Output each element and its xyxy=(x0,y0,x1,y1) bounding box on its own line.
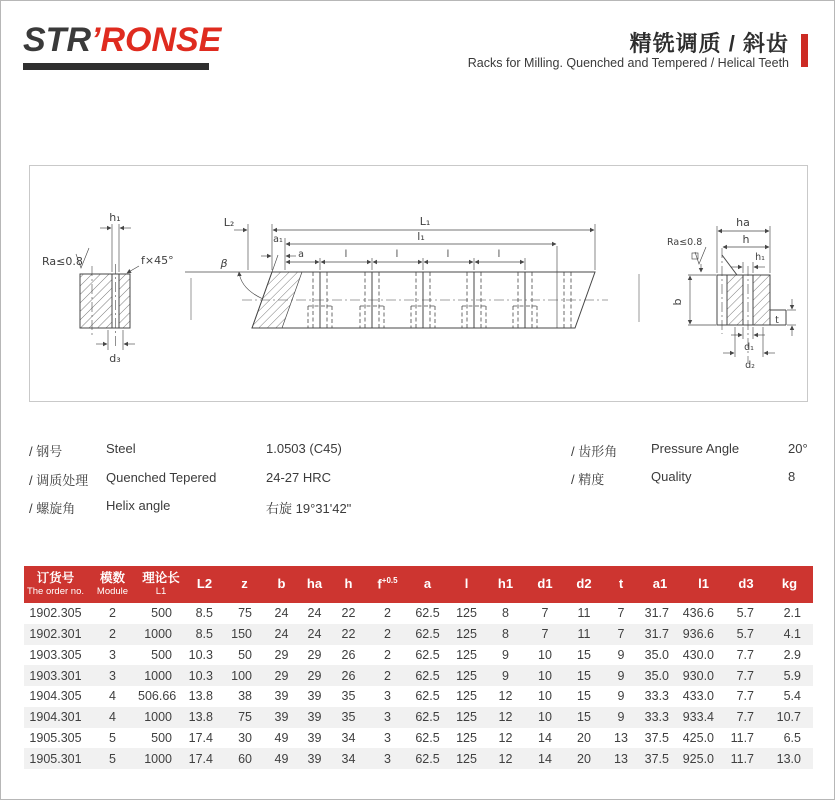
table-cell: 1000 xyxy=(138,748,184,769)
table-cell: 10.3 xyxy=(184,665,225,686)
table-cell: 125 xyxy=(456,730,477,745)
technical-drawing xyxy=(30,166,807,401)
table-cell: 31.7 xyxy=(644,606,669,621)
table-cell: 125 xyxy=(456,647,477,662)
dim-label-h1-left: h₁ xyxy=(109,211,121,224)
table-cell: 39 xyxy=(274,689,289,704)
col-header-h1: h1 xyxy=(486,566,525,603)
table-cell: 62.5 xyxy=(408,748,447,769)
table-cell: 17.4 xyxy=(184,748,225,769)
table-header-row xyxy=(24,566,813,603)
col-header-Module: 模数 Module xyxy=(87,566,138,603)
table-cell: 5.4 xyxy=(783,689,801,704)
logo-part-ronse: RONSE xyxy=(100,21,222,59)
table-cell: 22 xyxy=(341,606,356,621)
table-cell: 39 xyxy=(307,730,322,745)
dim-label-f45: f×45° xyxy=(141,254,174,267)
table-cell: 34 xyxy=(341,730,356,745)
spec-value: 8 xyxy=(788,469,796,484)
table-cell: 20 xyxy=(577,730,591,745)
table-cell: 5.9 xyxy=(766,665,813,686)
header-accent-bar xyxy=(801,34,808,67)
table-cell: 7.7 xyxy=(726,707,766,728)
spec-label-en: Quenched Tepered xyxy=(106,470,217,485)
table-cell: 24 xyxy=(307,606,322,621)
table-cell: 17.4 xyxy=(188,730,213,745)
col-header-d2: d2 xyxy=(565,566,603,603)
table-cell: 125 xyxy=(456,689,477,704)
dimensions-table xyxy=(24,566,813,769)
table-cell: 1000 xyxy=(138,665,184,686)
table-cell: 15 xyxy=(577,689,591,704)
table-cell: 29 xyxy=(264,665,299,686)
table-cell: 1904.301 xyxy=(24,707,87,728)
table-cell: 24 xyxy=(274,606,289,621)
spec-value: 右旋 19°31'42" xyxy=(266,501,352,516)
table-cell: 150 xyxy=(225,624,264,645)
table-cell: 35 xyxy=(330,707,367,728)
table-cell: 925.0 xyxy=(681,748,726,769)
logo-part-str: STR xyxy=(23,21,91,59)
table-cell: 12 xyxy=(486,707,525,728)
spec-label-en: Quality xyxy=(651,469,692,484)
spec-value: 20° xyxy=(788,441,808,456)
table-cell: 37.5 xyxy=(644,730,669,745)
table-cell: 35.0 xyxy=(639,665,681,686)
dim-label-a: a xyxy=(298,249,304,260)
table-cell: 100 xyxy=(225,665,264,686)
table-cell: 29 xyxy=(307,647,322,662)
table-cell: 49 xyxy=(264,748,299,769)
table-cell: 5.7 xyxy=(726,624,766,645)
table-cell: 3 xyxy=(367,707,408,728)
col-header-kg: kg xyxy=(766,566,813,603)
table-cell: 7.7 xyxy=(736,647,754,662)
table-cell: 10 xyxy=(525,707,565,728)
page-title-zh: 精铣调质 / 斜齿 xyxy=(629,31,789,56)
technical-drawing-box xyxy=(29,165,808,402)
table-row[interactable] xyxy=(24,665,813,686)
table-cell: 125 xyxy=(456,606,477,621)
table-cell: 37.5 xyxy=(639,748,681,769)
table-cell: 5 xyxy=(109,730,116,745)
spec-label-en: Helix angle xyxy=(106,498,171,513)
col-header-L1: 理论长 L1 xyxy=(138,566,184,603)
company-logo xyxy=(23,21,221,70)
dim-label-beta: β xyxy=(220,257,228,270)
col-header-a1: a1 xyxy=(639,566,681,603)
table-cell: 430.0 xyxy=(682,647,714,662)
table-cell: 3 xyxy=(384,689,391,704)
table-cell: 39 xyxy=(307,689,322,704)
col-header-a: a xyxy=(408,566,447,603)
table-cell: 33.3 xyxy=(644,689,669,704)
logo-apostrophe: ’ xyxy=(91,21,101,59)
table-cell: 13.8 xyxy=(188,689,213,704)
table-cell: 7.7 xyxy=(736,689,754,704)
table-row[interactable] xyxy=(24,603,813,624)
col-header-z: z xyxy=(225,566,264,603)
dim-label-L2: L₂ xyxy=(223,216,235,229)
table-cell: 22 xyxy=(330,624,367,645)
table-cell: 62.5 xyxy=(415,647,440,662)
table-cell: 125 xyxy=(447,748,486,769)
table-cell: 62.5 xyxy=(408,665,447,686)
table-cell: 1905.305 xyxy=(29,730,82,745)
spec-label-zh: / 齿形角 xyxy=(571,444,618,459)
table-cell: 930.0 xyxy=(681,665,726,686)
table-cell: 1904.305 xyxy=(29,689,82,704)
dim-label-d1: d₁ xyxy=(744,342,754,353)
col-header-d1: d1 xyxy=(525,566,565,603)
table-cell: 2 xyxy=(367,665,408,686)
spec-value: 1.0503 (C45) xyxy=(266,441,342,456)
table-cell: 35 xyxy=(341,689,356,704)
table-cell: 9 xyxy=(502,647,509,662)
table-cell: 8 xyxy=(486,624,525,645)
spec-label-zh: / 精度 xyxy=(571,472,605,487)
dim-label-d3: d₃ xyxy=(109,352,121,365)
table-cell: 15 xyxy=(565,665,603,686)
table-cell: 1902.305 xyxy=(29,606,82,621)
table-cell: 3 xyxy=(367,748,408,769)
table-cell: 15 xyxy=(565,707,603,728)
table-cell: 10 xyxy=(538,647,552,662)
table-cell: 34 xyxy=(330,748,367,769)
logo-text xyxy=(23,21,221,60)
col-header-The order no.: 订货号 The order no. xyxy=(24,566,87,603)
table-cell: 125 xyxy=(447,707,486,728)
table-cell: 5.7 xyxy=(736,606,754,621)
table-cell: 62.5 xyxy=(408,707,447,728)
table-cell: 29 xyxy=(299,665,330,686)
table-cell: 38 xyxy=(238,689,252,704)
table-cell: 2.1 xyxy=(783,606,801,621)
table-cell: 1903.301 xyxy=(24,665,87,686)
right-section-view xyxy=(667,216,796,371)
table-cell: 500 xyxy=(151,647,172,662)
table-cell: 29 xyxy=(274,647,289,662)
table-cell: 500 xyxy=(151,606,172,621)
col-header-b: b xyxy=(264,566,299,603)
table-cell: 11.7 xyxy=(730,730,754,745)
table-cell: 8.5 xyxy=(184,624,225,645)
table-cell: 7.7 xyxy=(726,665,766,686)
spec-label-zh: / 螺旋角 xyxy=(29,501,76,516)
table-cell: 933.4 xyxy=(681,707,726,728)
table-cell: 30 xyxy=(238,730,252,745)
table-cell: 125 xyxy=(447,665,486,686)
table-cell: 2 xyxy=(87,624,138,645)
table-cell: 13.8 xyxy=(184,707,225,728)
table-cell: 13.0 xyxy=(766,748,813,769)
dim-label-l-3: l xyxy=(446,249,450,260)
table-row[interactable] xyxy=(24,645,813,666)
table-cell: 26 xyxy=(341,647,356,662)
spec-label-zh: / 调质处理 xyxy=(29,473,89,488)
col-header-t: t xyxy=(603,566,639,603)
table-cell: 7 xyxy=(541,606,549,621)
table-cell: 62.5 xyxy=(415,730,440,745)
table-cell: 26 xyxy=(330,665,367,686)
table-cell: 1902.301 xyxy=(24,624,87,645)
dim-label-d2: d₂ xyxy=(745,360,755,371)
table-cell: 9 xyxy=(617,647,625,662)
spec-label-zh: / 钢号 xyxy=(29,444,63,459)
table-cell: 75 xyxy=(238,606,252,621)
table-cell: 433.0 xyxy=(682,689,714,704)
center-top-view xyxy=(185,215,608,328)
dim-label-t: t xyxy=(775,315,779,326)
table-row[interactable] xyxy=(24,624,813,645)
dim-label-ra-right: Ra≤0.8 xyxy=(667,237,703,248)
table-cell: 49 xyxy=(274,730,289,745)
table-cell: 3 xyxy=(384,730,391,745)
table-cell: 10.7 xyxy=(766,707,813,728)
table-cell: 500 xyxy=(151,730,172,745)
col-header-d3: d3 xyxy=(726,566,766,603)
dim-label-ra-left: Ra≤0.8 xyxy=(42,255,83,268)
dim-label-l-2: l xyxy=(395,249,399,260)
spec-label-en: Steel xyxy=(106,441,136,456)
table-cell: 5 xyxy=(87,748,138,769)
table-cell: 125 xyxy=(447,624,486,645)
col-header-f: $f^{+0.5}$ xyxy=(367,566,408,603)
table-cell: 1905.301 xyxy=(24,748,87,769)
spec-value: 24-27 HRC xyxy=(266,470,332,485)
table-cell: 33.3 xyxy=(639,707,681,728)
spec-label-en: Pressure Angle xyxy=(651,441,740,456)
table-cell: 1000 xyxy=(138,707,184,728)
dim-label-h: h xyxy=(742,233,750,246)
dim-label-a1-center: a₁ xyxy=(273,234,283,245)
left-section-view xyxy=(42,211,174,365)
table-row[interactable] xyxy=(24,748,813,769)
table-cell: 13 xyxy=(603,748,639,769)
table-cell: 2 xyxy=(384,647,391,662)
table-cell: 4 xyxy=(87,707,138,728)
dim-label-b: b xyxy=(671,298,684,306)
table-cell: 7 xyxy=(525,624,565,645)
table-cell: 8 xyxy=(502,606,509,621)
table-cell: 9 xyxy=(603,665,639,686)
dim-label-l-4: l xyxy=(497,249,501,260)
table-cell: 62.5 xyxy=(415,689,440,704)
table-cell: 31.7 xyxy=(639,624,681,645)
logo-underline-bar xyxy=(23,63,209,70)
col-header-l: l xyxy=(447,566,486,603)
table-cell: 24 xyxy=(264,624,299,645)
table-cell: 39 xyxy=(299,748,330,769)
table-cell: 39 xyxy=(299,707,330,728)
table-row[interactable] xyxy=(24,707,813,728)
table-cell: 2 xyxy=(384,606,391,621)
table-cell: 1903.305 xyxy=(29,647,82,662)
table-cell: 4 xyxy=(109,689,116,704)
table-cell: 7 xyxy=(617,606,625,621)
table-cell: 6.5 xyxy=(783,730,801,745)
table-cell: 7 xyxy=(603,624,639,645)
table-cell: 9 xyxy=(617,689,625,704)
table-cell: 11.7 xyxy=(726,748,766,769)
table-cell: 14 xyxy=(538,730,552,745)
table-row[interactable] xyxy=(24,686,813,707)
table-cell: 10 xyxy=(538,689,552,704)
table-cell: 62.5 xyxy=(415,606,440,621)
table-cell: 2.9 xyxy=(783,647,801,662)
table-cell: 3 xyxy=(87,665,138,686)
table-cell: 436.6 xyxy=(682,606,714,621)
col-header-L2: L2 xyxy=(184,566,225,603)
table-cell: 20 xyxy=(565,748,603,769)
table-cell: 14 xyxy=(525,748,565,769)
dim-label-ha: ha xyxy=(736,216,750,229)
col-header-ha: ha xyxy=(299,566,330,603)
table-cell: 11 xyxy=(577,606,591,621)
table-cell: 35.0 xyxy=(644,647,669,662)
dim-label-l1: l₁ xyxy=(417,230,425,243)
table-cell: 1000 xyxy=(138,624,184,645)
table-cell: 60 xyxy=(225,748,264,769)
page-title-en: Racks for Milling. Quenched and Tempered / Helical Teeth xyxy=(467,56,789,70)
table-cell: 10.3 xyxy=(188,647,213,662)
table-cell: 12 xyxy=(486,748,525,769)
table-cell: 12 xyxy=(498,689,513,704)
table-cell: 75 xyxy=(225,707,264,728)
table-cell: 506.66 xyxy=(138,689,177,704)
dim-label-l-1: l xyxy=(344,249,348,260)
table-cell: 2 xyxy=(109,606,116,621)
table-cell: 39 xyxy=(264,707,299,728)
dim-label-h1-right: h₁ xyxy=(755,252,765,263)
col-header-l1: l1 xyxy=(681,566,726,603)
table-cell: 13 xyxy=(614,730,628,745)
table-cell: 62.5 xyxy=(408,624,447,645)
table-cell: 425.0 xyxy=(682,730,714,745)
table-cell: 12 xyxy=(498,730,513,745)
col-header-h: h xyxy=(330,566,367,603)
table-cell: 9 xyxy=(603,707,639,728)
table-cell: 50 xyxy=(238,647,252,662)
table-cell: 3 xyxy=(109,647,116,662)
table-cell: 8.5 xyxy=(195,606,213,621)
table-cell: 15 xyxy=(577,647,591,662)
table-cell: 9 xyxy=(486,665,525,686)
table-cell: 936.6 xyxy=(681,624,726,645)
table-body xyxy=(24,603,813,769)
table-cell: 2 xyxy=(367,624,408,645)
table-row[interactable] xyxy=(24,728,813,749)
dim-label-L1: L₁ xyxy=(419,215,431,228)
table-cell: 24 xyxy=(299,624,330,645)
table-cell: 4.1 xyxy=(766,624,813,645)
table-cell: 11 xyxy=(565,624,603,645)
table-cell: 10 xyxy=(525,665,565,686)
